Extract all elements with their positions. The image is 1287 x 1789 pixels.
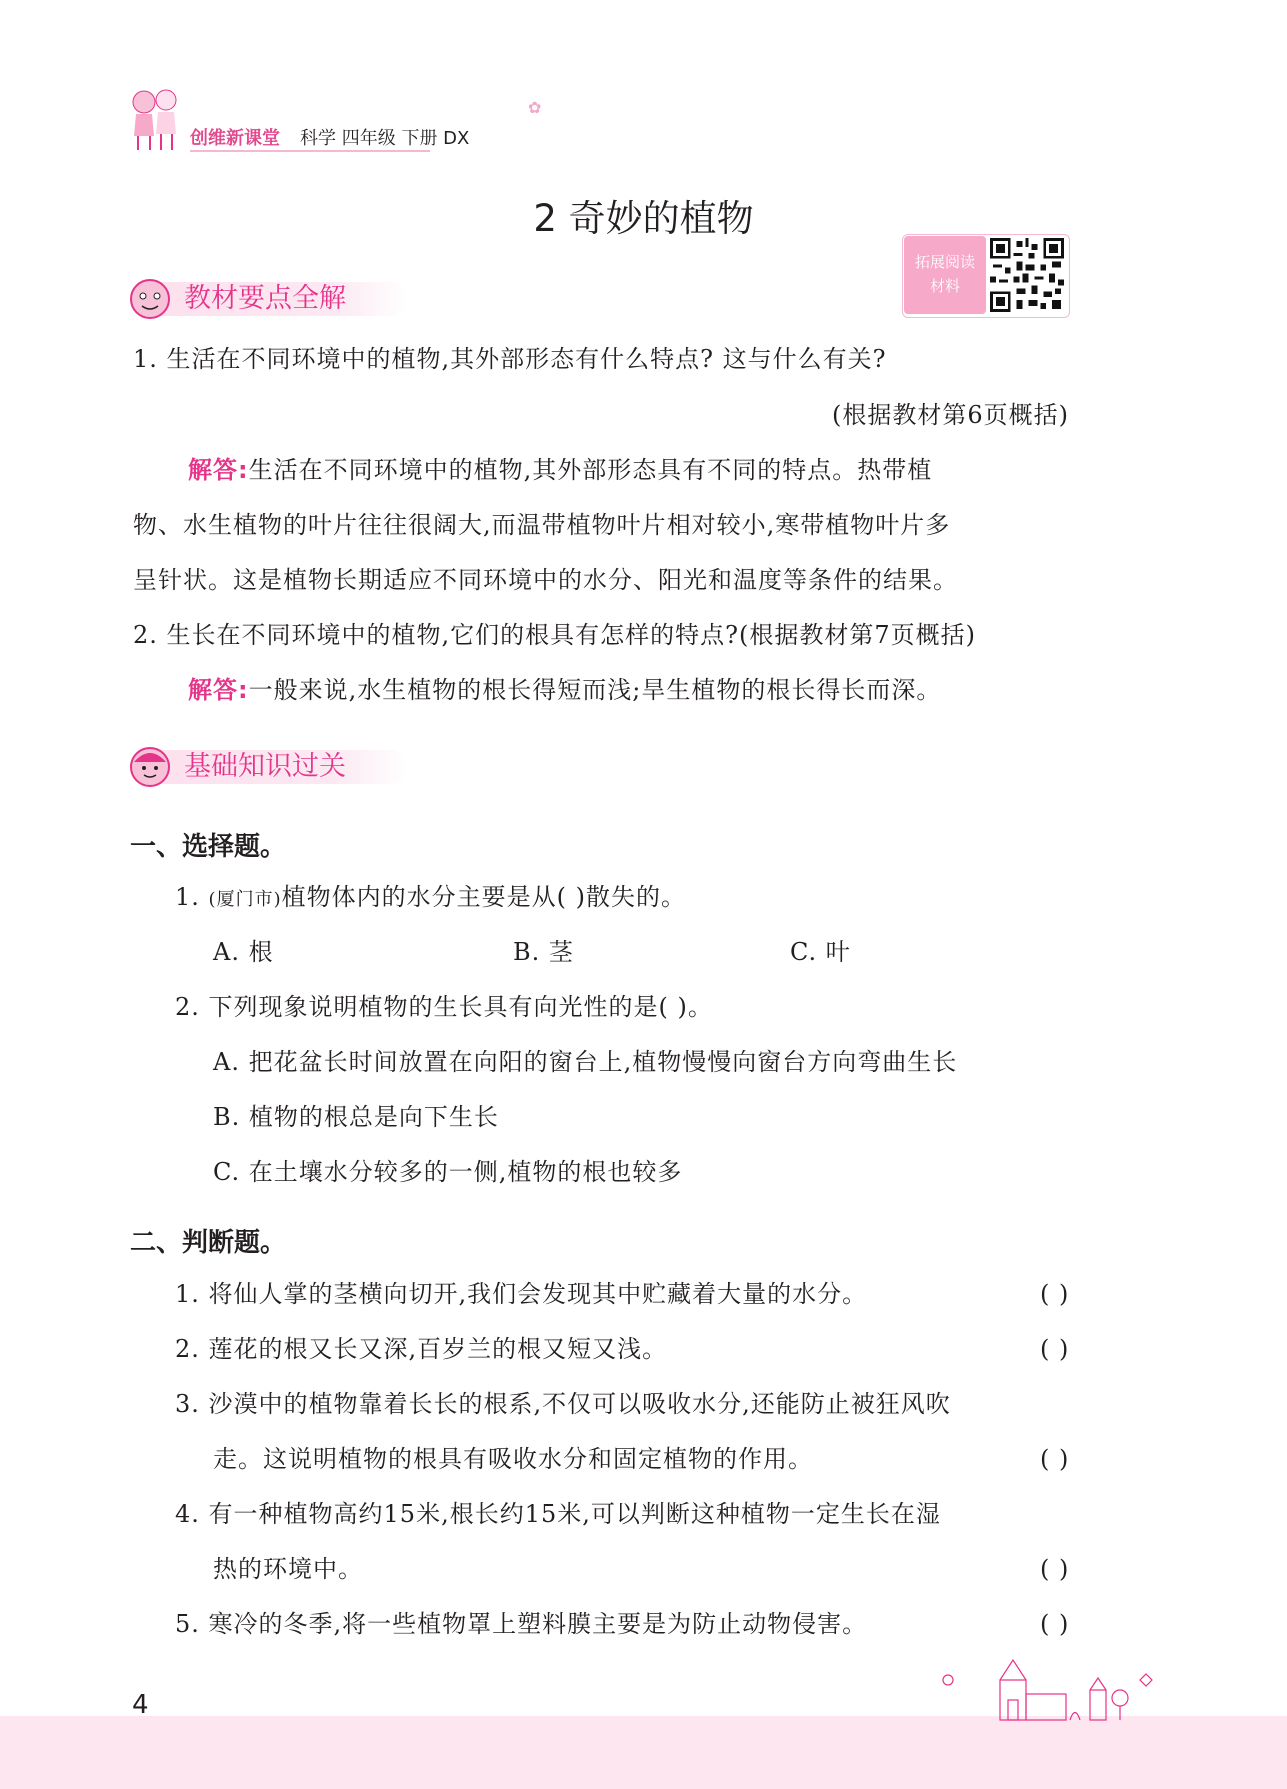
lesson-title: 2 奇妙的植物: [533, 197, 754, 240]
judge-heading: 二、判断题。: [130, 1228, 287, 1258]
question-1-source: (根据教材第6页概括): [832, 401, 1069, 429]
flower-decoration-icon: ✿: [528, 98, 542, 117]
answer-1-line3: 呈针状。这是植物长期适应不同环境中的水分、阳光和温度等条件的结果。: [133, 566, 958, 594]
section-title: 基础知识过关: [184, 751, 346, 782]
choice-heading: 一、选择题。: [130, 832, 287, 862]
judge-question-3-line2: 走。这说明植物的根具有吸收水分和固定植物的作用。: [213, 1445, 813, 1473]
header-divider: [190, 150, 430, 152]
answer-1-text: 生活在不同环境中的植物,其外部形态具有不同的特点。热带植: [248, 456, 933, 484]
teacher-avatar-icon: [128, 276, 172, 322]
region-tag: (厦门市): [208, 889, 282, 910]
series-name: 创维新课堂: [190, 128, 280, 149]
answer-2: [188, 674, 941, 706]
section-header-basic-knowledge: [128, 744, 408, 790]
answer-blank[interactable]: ( ): [1040, 1335, 1070, 1363]
option-a: A. 把花盆长时间放置在向阳的窗台上,植物慢慢向窗台方向弯曲生长: [213, 1048, 958, 1076]
answer-blank[interactable]: ( ): [1040, 1280, 1070, 1308]
header-kids-illustration: [126, 84, 184, 154]
choice-question-1: [175, 881, 686, 916]
choice-question-1-number: 1.: [175, 883, 200, 911]
choice-question-1-text: 植物体内的水分主要是从( )散失的。: [281, 883, 686, 911]
footer-band: [0, 1716, 1287, 1789]
answer-1-line1: [188, 454, 932, 486]
student-avatar-icon: [128, 744, 172, 790]
answer-blank[interactable]: ( ): [1040, 1610, 1070, 1638]
question-1: 1. 生活在不同环境中的植物,其外部形态有什么特点? 这与什么有关?: [133, 345, 887, 373]
subject-grade-label: 科学 四年级 下册 DX: [300, 128, 470, 149]
section-header-key-points: [128, 276, 408, 322]
option-b: B. 茎: [513, 938, 574, 966]
judge-question-2: 2. 莲花的根又长又深,百岁兰的根又短又浅。: [175, 1335, 668, 1363]
question-2: 2. 生长在不同环境中的植物,它们的根具有怎样的特点?(根据教材第7页概括): [133, 621, 977, 649]
option-c: C. 叶: [790, 938, 851, 966]
page-number: 4: [132, 1690, 149, 1720]
answer-label: 解答:: [188, 676, 249, 704]
qr-label: [904, 236, 986, 314]
judge-question-4-line2: 热的环境中。: [213, 1555, 363, 1583]
option-a: A. 根: [213, 938, 274, 966]
answer-label: 解答:: [188, 456, 249, 484]
qr-code-icon[interactable]: [990, 238, 1064, 312]
judge-question-3-line1: 3. 沙漠中的植物靠着长长的根系,不仅可以吸收水分,还能防止被狂风吹: [175, 1390, 951, 1418]
section-title: 教材要点全解: [184, 283, 346, 314]
option-c: C. 在土壤水分较多的一侧,植物的根也较多: [213, 1158, 683, 1186]
judge-question-4-line1: 4. 有一种植物高约15米,根长约15米,可以判断这种植物一定生长在湿: [175, 1500, 941, 1528]
answer-2-text: 一般来说,水生植物的根长得短而浅;旱生植物的根长得长而深。: [248, 676, 942, 704]
qr-label-line2: 材料: [929, 277, 960, 295]
option-b: B. 植物的根总是向下生长: [213, 1103, 499, 1131]
judge-question-5: 5. 寒冷的冬季,将一些植物罩上塑料膜主要是为防止动物侵害。: [175, 1610, 868, 1638]
answer-blank[interactable]: ( ): [1040, 1445, 1070, 1473]
answer-1-line2: 物、水生植物的叶片往往很阔大,而温带植物叶片相对较小,寒带植物叶片多: [133, 511, 951, 539]
qr-label-line1: 拓展阅读: [914, 253, 975, 271]
choice-question-2: 2. 下列现象说明植物的生长具有向光性的是( )。: [175, 993, 713, 1021]
castle-illustration: [940, 1650, 1170, 1724]
answer-blank[interactable]: ( ): [1040, 1555, 1070, 1583]
judge-question-1: 1. 将仙人掌的茎横向切开,我们会发现其中贮藏着大量的水分。: [175, 1280, 868, 1308]
